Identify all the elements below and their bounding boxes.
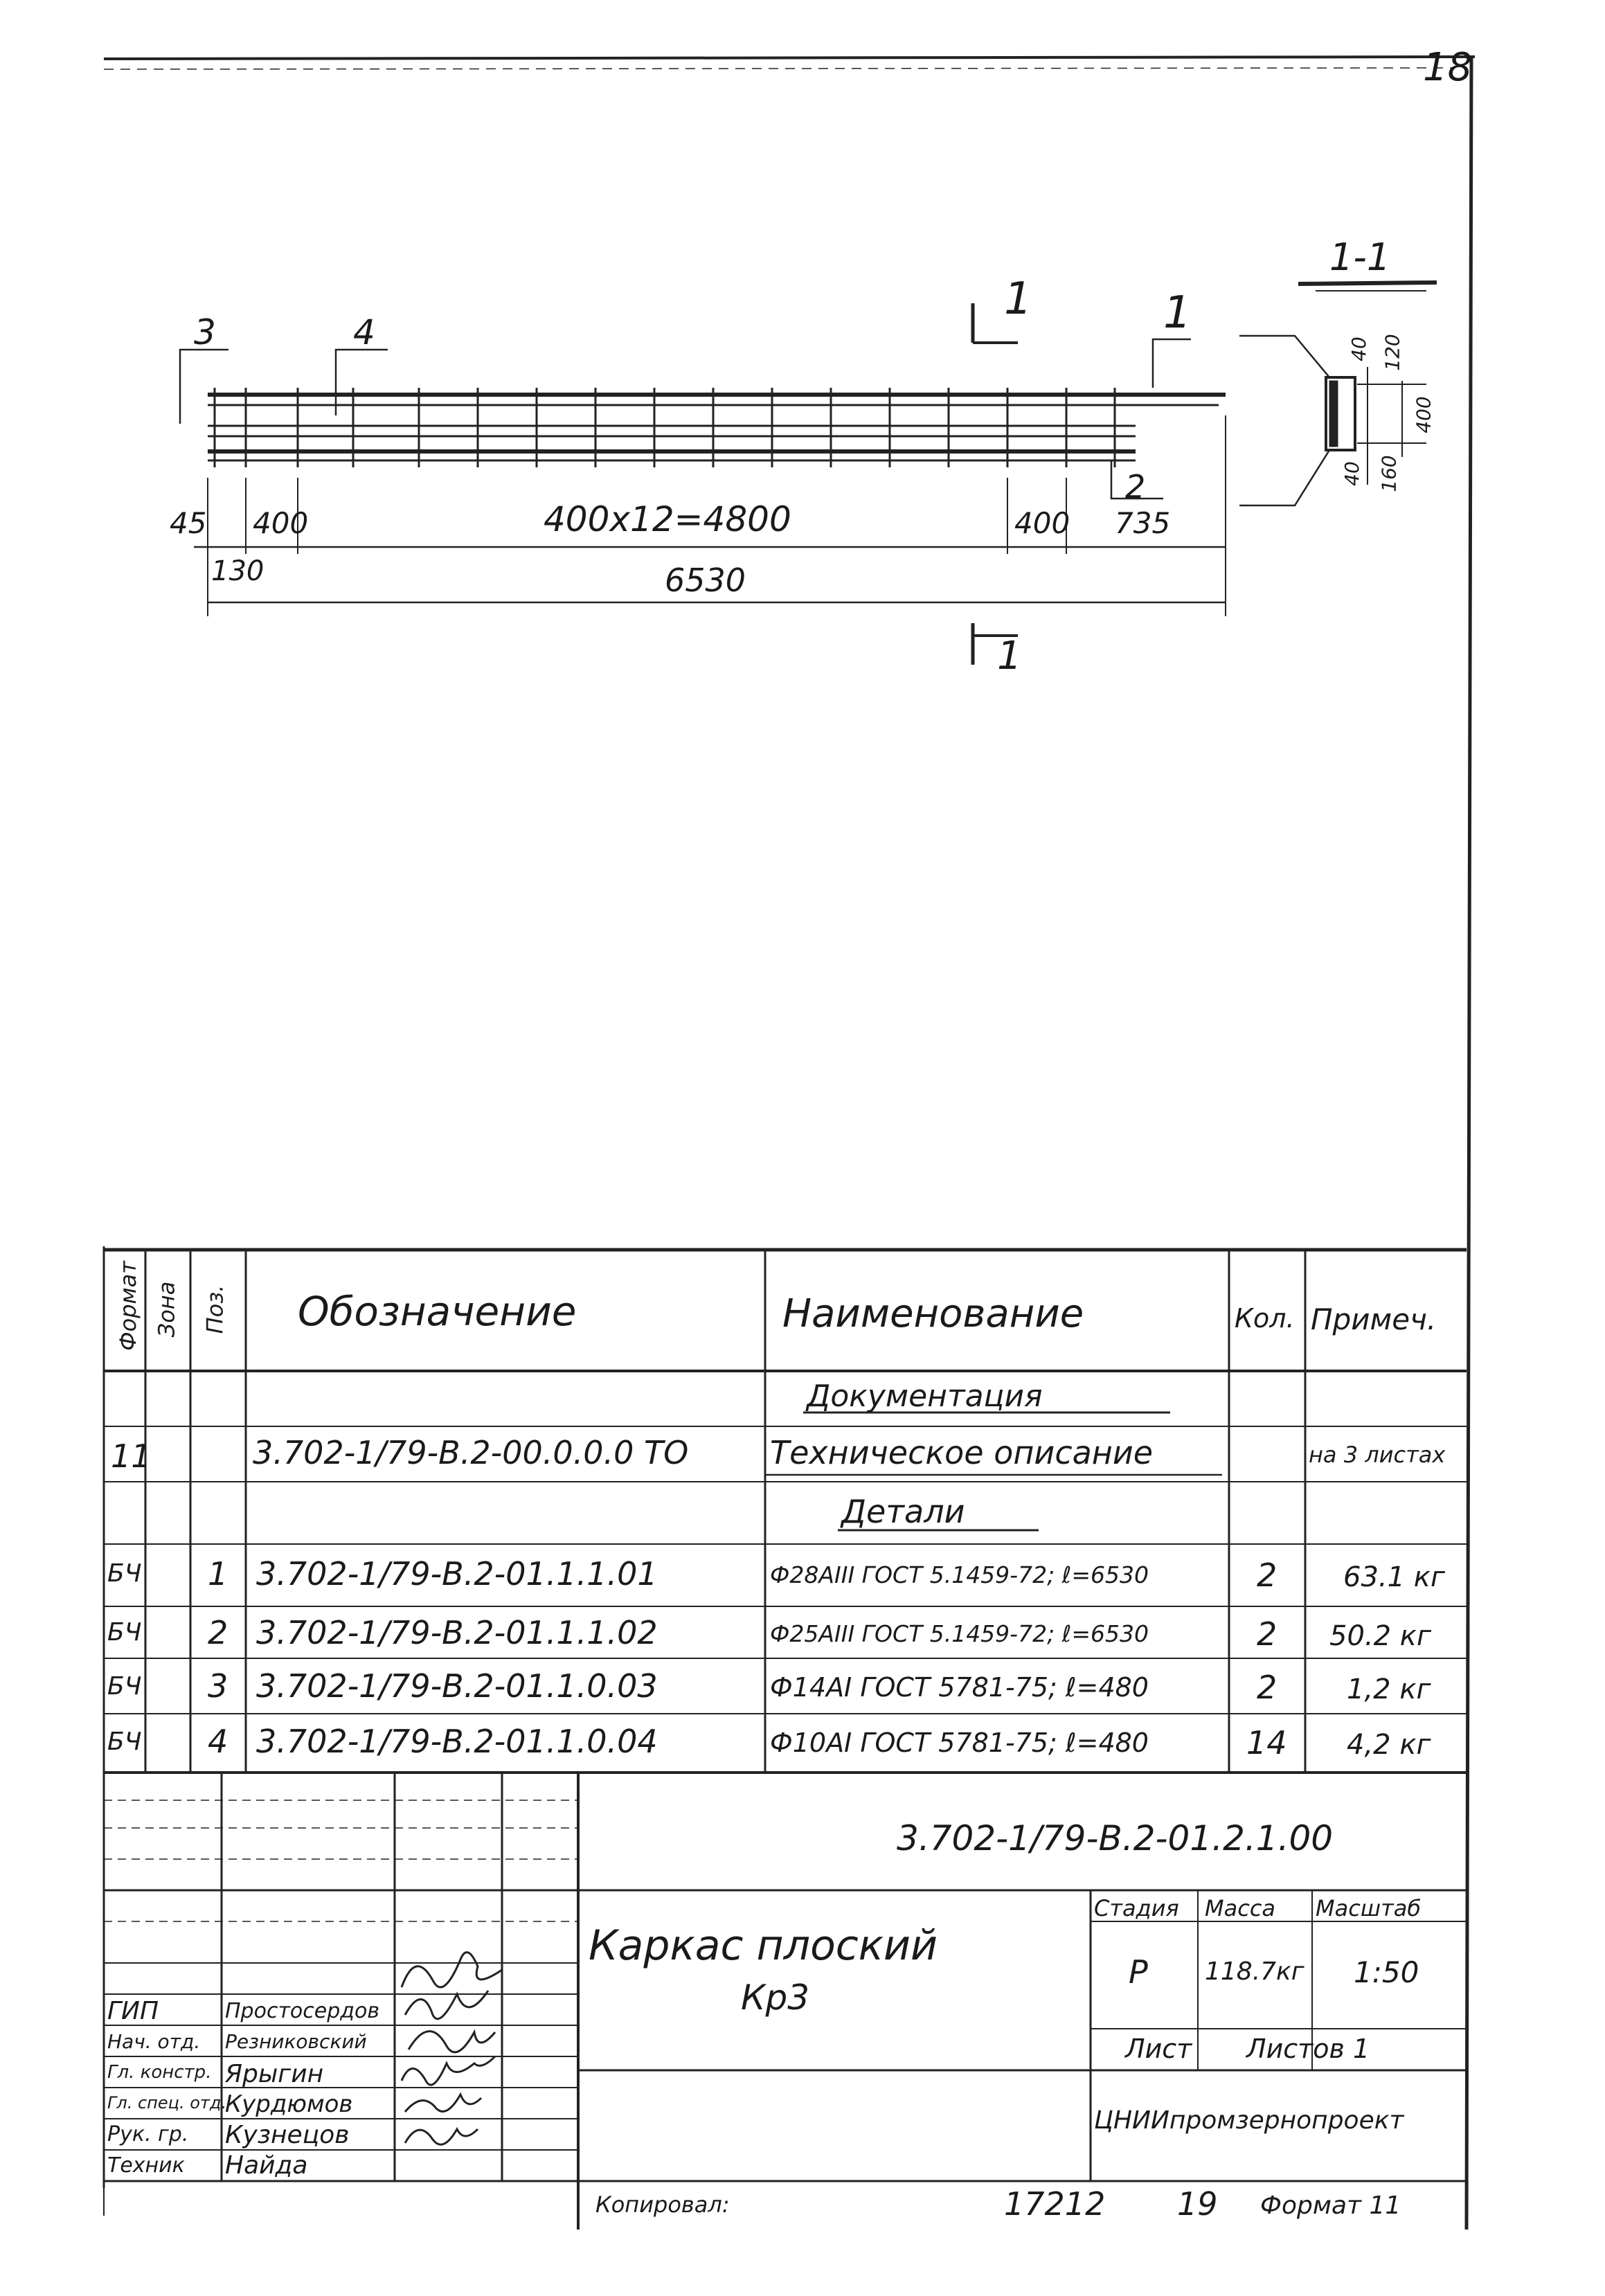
person-role: Гл. констр. [107, 2062, 212, 2083]
section-documentation: Документация [807, 1379, 1043, 1414]
row-name: Ф25АIII ГОСТ 5.1459-72; ℓ=6530 [770, 1620, 1149, 1647]
person-role: Гл. спец. отд. [107, 2093, 227, 2113]
row-note: 50.2 кг [1329, 1620, 1431, 1652]
row-pos: 4 [208, 1723, 228, 1760]
stamp-doc-code: 3.702-1/79-B.2-01.2.1.00 [897, 1818, 1334, 1858]
row-qty: 2 [1257, 1615, 1277, 1653]
row-qty: 14 [1246, 1724, 1287, 1761]
row-qty: 2 [1257, 1557, 1277, 1594]
stamp-subtitle: Кр3 [741, 1977, 810, 2018]
stamp-title: Каркас плоский [589, 1921, 938, 1970]
stamp-scale: 1:50 [1354, 1955, 1419, 1989]
dim-left-400: 400 [253, 506, 309, 540]
doc-row-note: на 3 листах [1309, 1442, 1446, 1468]
footer-page: 19 [1177, 2185, 1218, 2223]
row-pos: 2 [208, 1614, 228, 1651]
person-name: Простосердов [225, 1999, 380, 2023]
row-designation: 3.702-1/79-B.2-01.1.1.01 [256, 1555, 658, 1593]
section-1-1 [1239, 282, 1437, 505]
doc-row-name: Техническое описание [770, 1434, 1154, 1471]
stamp-stage-label: Стадия [1094, 1895, 1179, 1921]
person-role: Рук. гр. [107, 2122, 189, 2146]
person-name: Ярыгин [225, 2060, 324, 2088]
stamp-stage: Р [1129, 1953, 1148, 1991]
header-name: Наименование [782, 1291, 1084, 1336]
header-format: Формат [114, 1261, 141, 1351]
position-label-3: 3 [194, 312, 216, 352]
doc-row-format: 11 [111, 1437, 152, 1475]
row-name: Ф28АIII ГОСТ 5.1459-72; ℓ=6530 [770, 1561, 1149, 1588]
stamp-mass: 118.7кг [1205, 1957, 1304, 1986]
row-designation: 3.702-1/79-B.2-01.1.0.03 [256, 1667, 658, 1705]
section-details: Детали [841, 1493, 965, 1530]
section-dim-120: 120 [1381, 334, 1404, 371]
row-note: 4,2 кг [1347, 1729, 1431, 1761]
row-format: БЧ [107, 1559, 142, 1588]
footer-copied: Копировал: [595, 2191, 730, 2218]
row-designation: 3.702-1/79-B.2-01.1.0.04 [256, 1723, 658, 1760]
row-format: БЧ [107, 1618, 142, 1647]
row-pos: 1 [208, 1555, 228, 1593]
sheet-number: 18 [1423, 45, 1473, 90]
cage-elevation [180, 303, 1226, 665]
row-note: 1,2 кг [1347, 1674, 1431, 1705]
dim-right-400: 400 [1014, 506, 1070, 540]
person-name: Найда [225, 2151, 308, 2180]
row-note: 63.1 кг [1343, 1561, 1445, 1593]
dim-middle: 400x12=4800 [544, 499, 791, 539]
header-note: Примеч. [1311, 1302, 1437, 1336]
footer-number: 17212 [1004, 2185, 1106, 2223]
person-name: Кузнецов [225, 2121, 350, 2149]
header-qty: Кол. [1235, 1303, 1295, 1334]
dim-735: 735 [1115, 506, 1171, 540]
footer-format: Формат 11 [1260, 2191, 1401, 2220]
person-role: Техник [107, 2153, 185, 2178]
section-dim-160: 160 [1377, 455, 1401, 492]
row-pos: 3 [208, 1667, 228, 1705]
stamp-org: ЦНИИпромзернопроект [1094, 2106, 1404, 2135]
position-label-2: 2 [1125, 468, 1146, 505]
header-pos: Поз. [201, 1284, 228, 1334]
doc-row-designation: 3.702-1/79-B.2-00.0.0.0 ТО [253, 1434, 689, 1471]
person-role: ГИП [107, 1997, 159, 2025]
signatures [402, 1953, 502, 2145]
row-qty: 2 [1257, 1669, 1277, 1706]
stamp-mass-label: Масса [1205, 1895, 1276, 1921]
row-name: Ф10АI ГОСТ 5781-75; ℓ=480 [770, 1728, 1149, 1758]
stamp-sheets-label: Листов 1 [1246, 2034, 1370, 2064]
stamp-sheet-label: Лист [1125, 2034, 1192, 2064]
row-name: Ф14АI ГОСТ 5781-75; ℓ=480 [770, 1672, 1149, 1703]
header-designation: Обозначение [298, 1288, 577, 1335]
person-name: Резниковский [225, 2030, 367, 2053]
position-label-1: 1 [1163, 287, 1192, 339]
dim-45: 45 [170, 506, 207, 540]
position-label-4: 4 [353, 312, 375, 352]
section-mark-bottom: 1 [997, 634, 1022, 679]
section-dim-400: 400 [1412, 396, 1435, 433]
section-dim-40-top: 40 [1347, 337, 1370, 361]
header-zone: Зона [153, 1281, 180, 1338]
section-mark-top: 1 [1004, 273, 1032, 325]
row-format: БЧ [107, 1672, 142, 1701]
row-designation: 3.702-1/79-B.2-01.1.1.02 [256, 1614, 658, 1651]
dim-130: 130 [211, 555, 264, 587]
section-label: 1-1 [1329, 235, 1391, 279]
section-dim-40-bottom: 40 [1340, 461, 1363, 486]
stamp-scale-label: Масштаб [1316, 1895, 1422, 1921]
row-format: БЧ [107, 1728, 142, 1756]
dim-overall: 6530 [665, 562, 746, 599]
person-name: Курдюмов [225, 2090, 353, 2118]
person-role: Нач. отд. [107, 2030, 201, 2053]
